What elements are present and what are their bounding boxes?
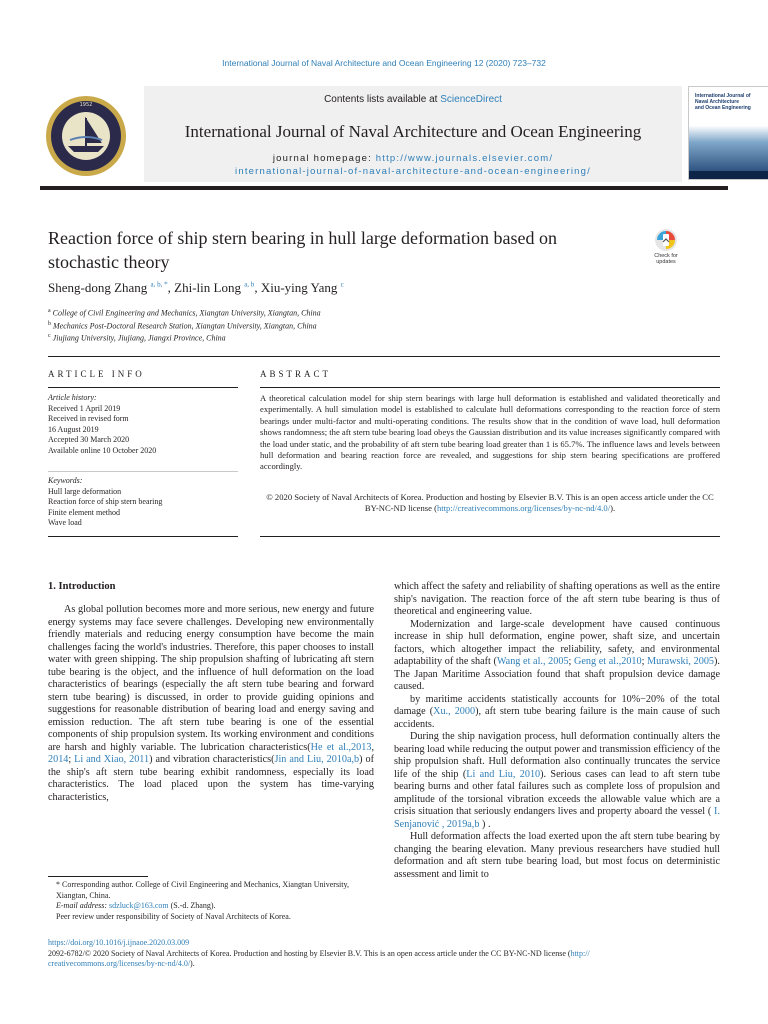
- author-affiliation-mark[interactable]: c: [340, 280, 344, 289]
- author-affiliation-mark[interactable]: a, b: [244, 280, 255, 289]
- paragraph: [48, 604, 374, 804]
- history-item: Accepted 30 March 2020: [48, 435, 130, 444]
- journal-title: International Journal of Naval Architecture and Ocean Engineering: [184, 122, 642, 141]
- text-run: ;: [68, 754, 75, 765]
- journal-homepage: [144, 152, 682, 178]
- masthead-band: [144, 86, 682, 182]
- homepage-link-part-1[interactable]: http://www.journals.elsevier.com/: [375, 153, 554, 164]
- page-footer: [48, 938, 720, 970]
- keywords: [48, 476, 238, 529]
- affiliations: [48, 306, 321, 344]
- citation-link[interactable]: 2014: [48, 754, 69, 765]
- peer-review-note: Peer review under responsibility of Society of Naval Architects of Korea.: [56, 911, 291, 921]
- text-run: ) and vibration characteristics(: [149, 754, 275, 765]
- cover-title-line-2: Naval Architecture: [695, 99, 739, 105]
- footnotes: [48, 880, 374, 922]
- section-heading: 1. Introduction: [48, 581, 116, 592]
- crossmark-icon: [646, 228, 686, 254]
- history-item: 16 August 2019: [48, 424, 99, 434]
- citation-link[interactable]: Li and Xiao, 2011: [74, 754, 150, 765]
- contents-prefix: Contents lists available at: [324, 94, 441, 105]
- history-item: Received in revised form: [48, 414, 129, 423]
- crossmark-badge[interactable]: [646, 228, 686, 268]
- author-name[interactable]: Sheng-dong Zhang: [48, 280, 148, 295]
- citation-link[interactable]: He et al.,2013: [310, 741, 372, 753]
- divider: [260, 387, 720, 388]
- journal-reference: International Journal of Naval Architecture and Ocean Engineering 12 (2020) 723–732: [222, 58, 546, 68]
- email-note: [48, 901, 374, 912]
- paragraph: which affect the safety and reliability of shafting operations as well as the entire ship's navigation. The reaction force of the aft stern tube bearing is thus of theoretical and engineering value.: [394, 581, 720, 617]
- cover-title-line-1: International Journal of: [695, 93, 751, 99]
- citation-link[interactable]: Jin and Liu, 2010a,b: [274, 754, 360, 765]
- doi-link[interactable]: https://doi.org/10.1016/j.ijnaoe.2020.03.009: [48, 938, 190, 947]
- affiliation: [48, 331, 321, 344]
- contents-line: [144, 94, 682, 105]
- abstract-copyright: [260, 492, 720, 515]
- journal-cover-thumbnail[interactable]: [688, 86, 768, 180]
- homepage-link-part-2[interactable]: international-journal-of-naval-architecture-and-ocean-engineering/: [235, 166, 591, 177]
- article-title: Reaction force of ship stern bearing in hull large deformation based on stochastic theory: [48, 228, 558, 272]
- author-affiliation-mark[interactable]: a, b, *: [150, 280, 168, 289]
- divider: [260, 536, 720, 537]
- keyword: Wave load: [48, 518, 82, 527]
- sciencedirect-link[interactable]: ScienceDirect: [440, 94, 502, 105]
- text-run: As global pollution becomes more and more serious, new energy and future energy systems may face severe challenges. Developing new environmentally friendly materials and reducing energy consumption have become the main challenges facing the world's industries. Therefore, this paper chooses to install water with green shipping. The ship propulsion shafting of lubricating aft stern tube bearing is the object, and the influence of hull deformation on the load characteristics of bearings (especially the aft stern tube bearing and forward stern tube bearing) is discussed, in order to provide guiding opinions and suggestions for reasonable distribution of bearing load and energy saving and emission reduction. The aft stern tube bearing is one of the essential components of ship propulsion system. Its working environment and conditions are harsh and highly variable. The lubrication characteristics(: [48, 604, 374, 753]
- affiliation-text: Jiujiang University, Jiujiang, Jiangxi Province, China: [52, 333, 226, 343]
- divider: [48, 471, 238, 472]
- society-logo-icon: [40, 94, 132, 178]
- text-run: ). The Japan Maritime Association found that shaft propulsion device damage caused.: [394, 656, 720, 692]
- keyword: Finite element method: [48, 507, 120, 517]
- license-link[interactable]: http://creativecommons.org/licenses/by-nc-nd/4.0/: [436, 503, 611, 514]
- paragraph: [394, 731, 720, 831]
- masthead-rule: [40, 186, 728, 190]
- article-history: [48, 393, 238, 456]
- keyword: Reaction force of ship stern bearing: [48, 497, 163, 506]
- history-item: Available online 10 October 2020: [48, 445, 157, 455]
- text-run: ). Serious cases can lead to aft stern tube bearing burns and other fatal failures such as complete loss of propulsion and amplitude of the torsional vibration exceeds the allowable value which are a crisis situation that seriously endangers lives and property aboard the vessel (: [394, 768, 720, 817]
- copyright-text: © 2020 Society of Naval Architects of Korea. Production and hosting by Elsevier B.V. This is an open access article under the CC BY-NC-ND license (: [266, 492, 714, 514]
- keywords-label: Keywords:: [48, 476, 83, 485]
- email-link[interactable]: sdzluck@163.com: [109, 901, 169, 910]
- divider: [48, 356, 720, 357]
- text-run: by maritime accidents statistically accounts for 10%−20% of the total damage (: [394, 693, 720, 717]
- text-run: During the ship navigation process, hull deformation continually alters the bearing load while reducing the output power and transmission efficiency of the ship propulsion shaft. Hull deformation also continually truncates the service life of the ship (: [394, 731, 720, 780]
- affiliation-mark: b: [48, 320, 51, 327]
- abstract-heading: ABSTRACT: [260, 369, 332, 379]
- copyright-end: ).: [610, 503, 616, 514]
- paragraph: [394, 619, 720, 694]
- license-link-part-1[interactable]: http://: [570, 948, 590, 958]
- text-run: ;: [641, 656, 648, 667]
- homepage-label: journal homepage:: [272, 153, 376, 164]
- affiliation-mark: c: [48, 333, 51, 340]
- cover-bar: [689, 171, 768, 179]
- citation-link[interactable]: Li and Liu, 2010: [466, 768, 541, 780]
- masthead: [40, 86, 751, 182]
- citation-link[interactable]: Murawski, 2005: [647, 656, 715, 667]
- right-column: [394, 581, 720, 881]
- article-info-heading: ARTICLE INFO: [48, 369, 145, 379]
- affiliation-mark: a: [48, 308, 51, 314]
- affiliation-text: Mechanics Post-Doctoral Research Station, Xiangtan University, Xiangtan, China: [53, 321, 317, 331]
- crossmark-label: Check for updates: [654, 253, 678, 265]
- citation-link[interactable]: I. Senjanović , 2019a,b: [394, 806, 720, 830]
- divider: [48, 387, 238, 388]
- author-name[interactable]: Zhi-lin Long: [174, 280, 241, 295]
- text-run: ;: [568, 656, 575, 667]
- affiliation-text: College of Civil Engineering and Mechanics, Xiangtan University, Xiangtan, China: [52, 308, 321, 318]
- paragraph: [394, 694, 720, 732]
- email-suffix: (S.-d. Zhang).: [168, 901, 216, 910]
- text-run: ,: [371, 741, 374, 753]
- history-item: Received 1 April 2019: [48, 403, 121, 413]
- author-list: Sheng-dong Zhang $^{a, b, *}$, Zhi-lin Long $^{a, b}$, Xiu-ying Yang $^c$: [48, 280, 344, 295]
- cover-title-line-3: and Ocean Engineering: [695, 105, 751, 111]
- divider: [48, 536, 238, 537]
- author-name[interactable]: Xiu-ying Yang: [260, 280, 338, 295]
- copyright-text: 2092-6782/© 2020 Society of Naval Architects of Korea. Production and hosting by Elsevier B.V. This is an open access article under the CC BY-NC-ND license (: [48, 948, 571, 958]
- copyright-end: ).: [190, 959, 195, 968]
- text-run: ) of the ship's aft stern tube bearing exhibit randomness, especially its load characteristics. The load placed upon the system has time-varying characteristics,: [48, 754, 374, 803]
- text-run: Modernization and large-scale development have caused continuous increase in ship hull deformation, engine power, shaft size, and uncertain factors, which altogether impact the reliability, safety, and environmental adaptability of the shaft (: [394, 618, 720, 667]
- citation-link[interactable]: Wang et al., 2005: [496, 656, 569, 667]
- footnote-rule: [48, 876, 148, 877]
- text-run: ), aft stern tube bearing failure is the main cause of such accidents.: [394, 706, 720, 730]
- affiliation: [48, 319, 321, 332]
- citation-link[interactable]: Geng et al.,2010: [574, 656, 642, 667]
- left-column: [48, 604, 374, 804]
- corresponding-author-note: * Corresponding author. College of Civil Engineering and Mechanics, Xiangtan University, Xiangtan, China.: [56, 880, 349, 900]
- cover-title: [695, 93, 768, 111]
- citation-link[interactable]: Xu., 2000: [433, 706, 476, 717]
- affiliation: [48, 306, 321, 319]
- history-label: Article history:: [48, 393, 97, 402]
- footer-copyright: [48, 949, 720, 970]
- keyword: Hull large deformation: [48, 486, 122, 496]
- logo-year: 1952: [79, 102, 93, 108]
- paragraph: Hull deformation affects the load exerted upon the aft stern tube bearing by changing the bearing elevation. Many previous researchers have studied hull deformation and aft stern tube bearing load, but most focus on deterministic assessment and limit to: [394, 831, 720, 880]
- text-run: ) .: [479, 818, 491, 830]
- abstract-text: A theoretical calculation model for ship stern bearings with large hull deformation is established and validated theoretically and experimentally. A hull simulation model is established to calculate hull deformations corresponding to the reaction force of stern bearings under multi-factor and multi-operating conditions. The results show that in the condition of wave load, hull deformation shows randomness; the aft stern tube bearing load obeys the Gaussian distribution and its value increases significantly compared with the load under static, and the probability of aft stern tube bearing load greater than 1 is 65.7%. The influence laws and levels between hull deformation and bearing reaction force are revealed, and suggestions for ship stern bearing specifications are proffered accordingly.: [260, 393, 720, 472]
- license-link-part-2[interactable]: creativecommons.org/licenses/by-nc-nd/4.0/: [48, 959, 191, 968]
- email-label: E-mail address:: [56, 901, 110, 910]
